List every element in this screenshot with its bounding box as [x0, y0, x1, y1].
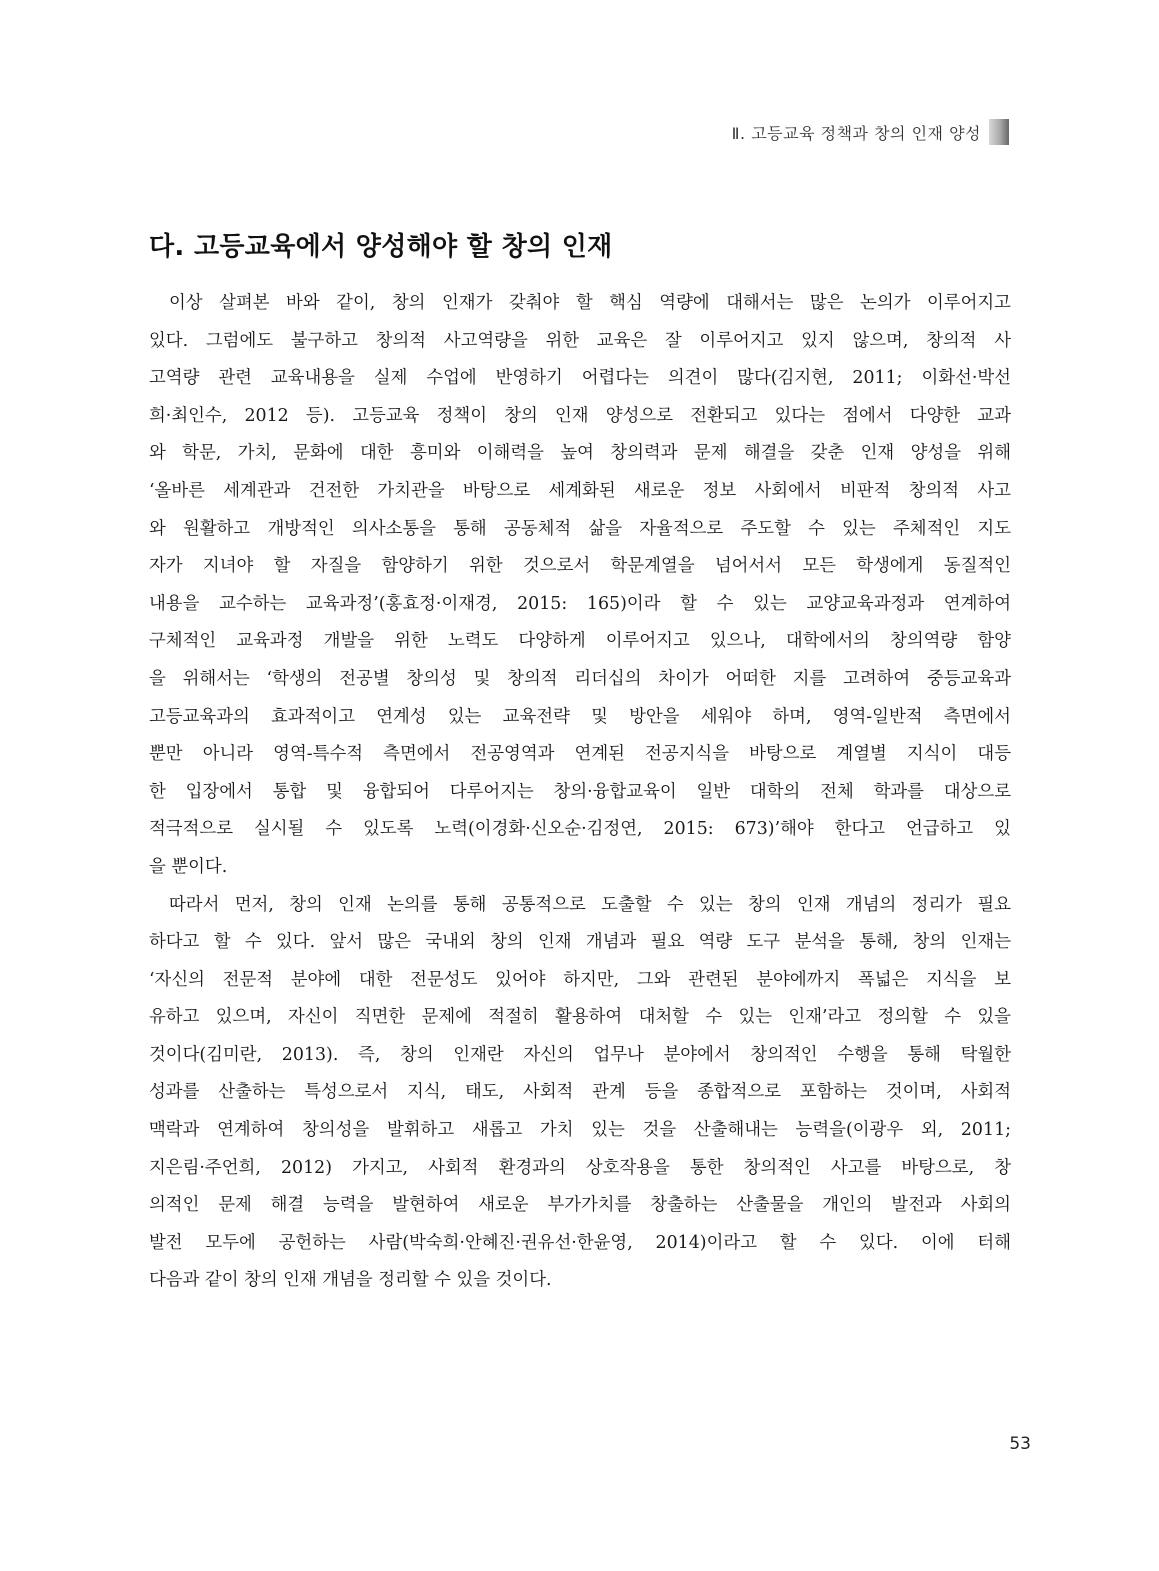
text-line: 유하고 있으며, 자신이 직면한 문제에 적절히 활용하여 대처할 수 있는 인재’라고 정의할 수 있을	[149, 1007, 1011, 1028]
text-line: 을 뿐이다.	[149, 856, 228, 877]
text-line: 의적인 문제 해결 능력을 발현하여 새로운 부가가치를 창출하는 산출물을 개인의 발전과 사회의	[149, 1195, 1011, 1216]
text-line: 맥락과 연계하여 창의성을 발휘하고 새롭고 가치 있는 것을 산출해내는 능력을(이광우 외, 2011;	[149, 1120, 1011, 1141]
text-line: 희·최인수, 2012 등). 고등교육 정책이 창의 인재 양성으로 전환되고 있다는 점에서 다양한 교과	[149, 405, 1011, 426]
text-line: 자가 지녀야 할 자질을 함양하기 위한 것으로서 학문계열을 넘어서서 모든 학생에게 동질적인	[149, 556, 1011, 577]
text-line: ‘자신의 전문적 분야에 대한 전문성도 있어야 하지만, 그와 관련된 분야에까지 폭넓은 지식을 보	[149, 969, 1011, 990]
header-gradient-bar	[989, 119, 1009, 145]
text-line: 을 위해서는 ‘학생의 전공별 창의성 및 창의적 리더십의 차이가 어떠한 지를 고려하여 중등교육과	[149, 668, 1011, 689]
text-line: 있다. 그럼에도 불구하고 창의적 사고역량을 위한 교육은 잘 이루어지고 있지 않으며, 창의적 사	[149, 330, 1011, 351]
text-line: 한 입장에서 통합 및 융합되어 다루어지는 창의·융합교육이 일반 대학의 전체 학과를 대상으로	[149, 781, 1011, 802]
text-line: ‘올바른 세계관과 건전한 가치관을 바탕으로 세계화된 새로운 정보 사회에서 비판적 창의적 사고	[149, 480, 1011, 501]
text-line: 내용을 교수하는 교육과정’(홍효정·이재경, 2015: 165)이라 할 수 있는 교양교육과정과 연계하여	[149, 593, 1011, 614]
paragraph	[149, 887, 1011, 1301]
body-text	[149, 285, 1011, 1300]
section-title: 다. 고등교육에서 양성해야 할 창의 인재	[149, 232, 613, 262]
running-header	[732, 119, 1009, 145]
text-line: 고등교육과의 효과적이고 연계성 있는 교육전략 및 방안을 세워야 하며, 영역-일반적 측면에서	[149, 706, 1011, 727]
text-line: 다음과 같이 창의 인재 개념을 정리할 수 있을 것이다.	[149, 1270, 552, 1291]
text-line: 발전 모두에 공헌하는 사람(박숙희·안혜진·권유선·한윤영, 2014)이라고 할 수 있다. 이에 터해	[149, 1232, 1011, 1253]
text-line: 구체적인 교육과정 개발을 위한 노력도 다양하게 이루어지고 있으나, 대학에서의 창의역량 함양	[149, 631, 1011, 652]
text-line: 뿐만 아니라 영역-특수적 측면에서 전공영역과 연계된 전공지식을 바탕으로 계열별 지식이 대등	[149, 744, 1011, 765]
text-line: 이상 살펴본 바와 같이, 창의 인재가 갖춰야 할 핵심 역량에 대해서는 많은 논의가 이루어지고	[169, 293, 1011, 313]
running-header-title: Ⅱ. 고등교육 정책과 창의 인재 양성	[731, 123, 981, 143]
text-line: 성과를 산출하는 특성으로서 지식, 태도, 사회적 관계 등을 종합적으로 포함하는 것이며, 사회적	[149, 1082, 1011, 1103]
text-line: 와 학문, 가치, 문화에 대한 흥미와 이해력을 높여 창의력과 문제 해결을 갖춘 인재 양성을 위해	[149, 443, 1011, 464]
text-line: 고역량 관련 교육내용을 실제 수업에 반영하기 어렵다는 의견이 많다(김지현, 2011; 이화선·박선	[149, 368, 1011, 389]
text-line: 것이다(김미란, 2013). 즉, 창의 인재란 자신의 업무나 분야에서 창의적인 수행을 통해 탁월한	[149, 1044, 1011, 1065]
text-line: 적극적으로 실시될 수 있도록 노력(이경화·신오순·김정연, 2015: 673)’해야 한다고 언급하고 있	[149, 819, 1011, 840]
paragraph	[149, 285, 1011, 887]
text-line: 와 원활하고 개방적인 의사소통을 통해 공동체적 삶을 자율적으로 주도할 수 있는 주체적인 지도	[149, 518, 1011, 539]
text-line: 따라서 먼저, 창의 인재 논의를 통해 공통적으로 도출할 수 있는 창의 인재 개념의 정리가 필요	[169, 894, 1011, 915]
text-line: 지은림·주언희, 2012) 가지고, 사회적 환경과의 상호작용을 통한 창의적인 사고를 바탕으로, 창	[149, 1157, 1011, 1178]
text-line: 하다고 할 수 있다. 앞서 많은 국내외 창의 인재 개념과 필요 역량 도구 분석을 통해, 창의 인재는	[149, 932, 1011, 953]
page-number: 53	[1009, 1434, 1031, 1454]
